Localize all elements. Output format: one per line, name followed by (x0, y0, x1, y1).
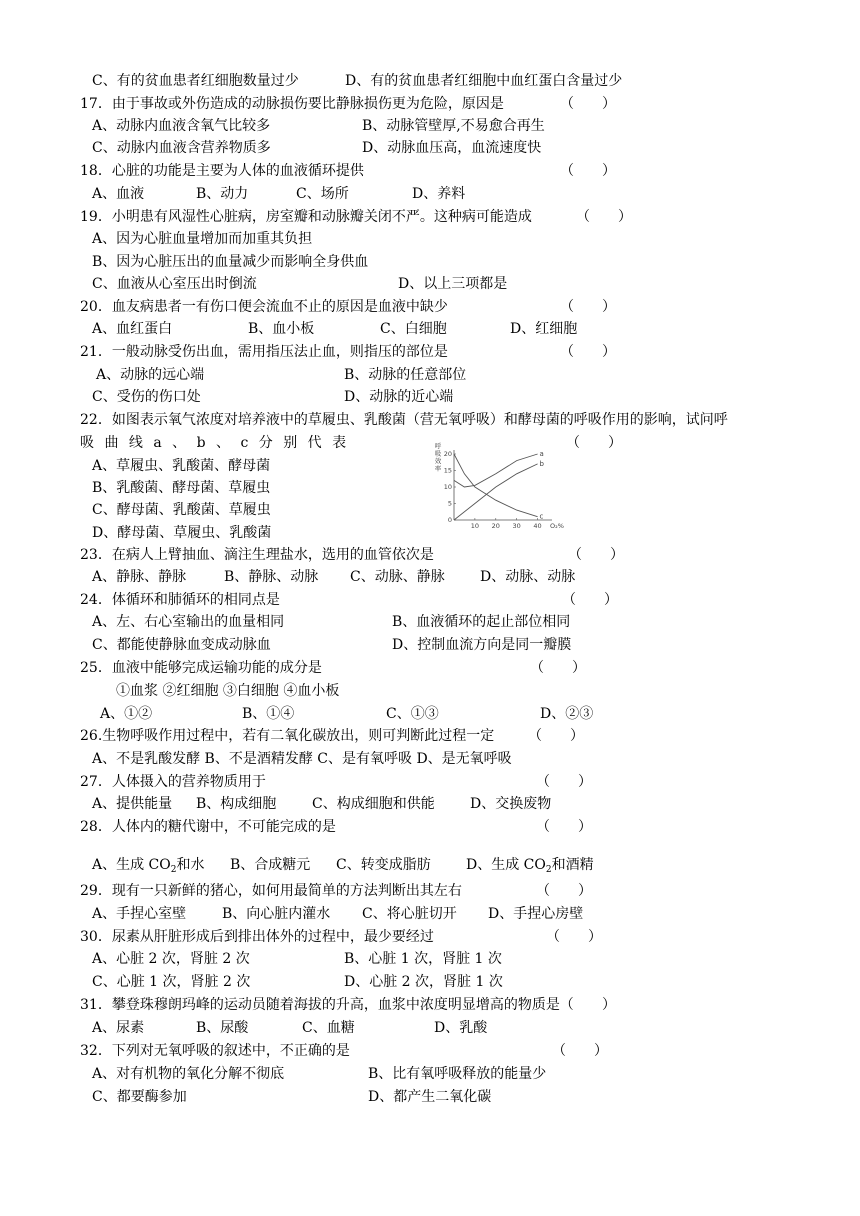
q17-option-d: D、动脉血压高，血流速度快 (362, 140, 542, 156)
q30-option-b: B、心脏 1 次，肾脏 1 次 (344, 951, 502, 967)
q26-options: A、不是乳酸发酵 B、不是酒精发酵 C、是有氧呼吸 D、是无氧呼吸 (92, 751, 512, 767)
q20-option-a: A、血红蛋白 (92, 321, 173, 337)
x-axis-label: O₂% (550, 522, 564, 530)
answer-blank: （ ） (566, 435, 622, 451)
q31-option-a: A、尿素 (92, 1020, 145, 1036)
y-axis-label-char: 吸 (434, 449, 442, 458)
q32-option-a: A、对有机物的氧化分解不彻底 (92, 1066, 285, 1082)
answer-blank: （ ） (560, 163, 616, 179)
q22-option-d: D、酵母菌、草履虫、乳酸菌 (92, 525, 272, 541)
q22-stem: 22．如图表示氧气浓度对培养液中的草履虫、乳酸菌（营无氧呼吸）和酵母菌的呼吸作用的影响，试问呼 (80, 412, 728, 428)
q28-stem: 28．人体内的糖代谢中，不可能完成的是 (80, 819, 336, 835)
q25-option-b: B、①④ (242, 706, 295, 722)
q29-option-c: C、将心脏切开 (362, 906, 457, 922)
y-axis-label-char: 呼 (434, 442, 442, 450)
q22-option-c: C、酵母菌、乳酸菌、草履虫 (92, 502, 271, 518)
q20-stem: 20．血友病患者一有伤口便会流血不止的原因是血液中缺少 (80, 299, 448, 315)
q32-option-c: C、都要酶参加 (92, 1089, 187, 1105)
q20-option-c: C、白细胞 (380, 321, 447, 337)
q17-option-a: A、动脉内血液含氧气比较多 (92, 118, 271, 134)
q18-option-b: B、动力 (196, 186, 249, 202)
q29-option-a: A、手捏心室壁 (92, 906, 187, 922)
q31-option-c: C、血糖 (302, 1020, 355, 1036)
answer-blank: （ ） (560, 299, 616, 315)
q18-option-c: C、场所 (296, 186, 349, 202)
answer-blank: （ ） (536, 774, 592, 790)
q24-option-d: D、控制血流方向是同一瓣膜 (392, 637, 572, 653)
answer-blank: （ ） (546, 929, 602, 945)
q23-option-d: D、动脉、动脉 (480, 569, 576, 585)
q22-stem-continued: 吸 曲 线 a 、 b 、 c 分 别 代 表 (80, 435, 347, 451)
q25-stem: 25．血液中能够完成运输功能的成分是 (80, 660, 322, 676)
q18-option-d: D、养料 (412, 186, 466, 202)
answer-blank: （ ） (560, 96, 616, 112)
q27-option-a: A、提供能量 (92, 796, 173, 812)
answer-blank: （ ） (576, 209, 632, 225)
q30-option-d: D、心脏 2 次，肾脏 1 次 (344, 974, 503, 990)
q25-option-c: C、①③ (386, 706, 439, 722)
q17-option-c: C、动脉内血液含营养物质多 (92, 140, 271, 156)
q17-stem: 17．由于事故或外伤造成的动脉损伤要比静脉损伤更为危险，原因是 (80, 96, 504, 112)
q29-option-b: B、向心脏内灌水 (222, 906, 331, 922)
x-tick-label: 40 (533, 522, 542, 530)
q25-components: ①血浆 ②红细胞 ③白细胞 ④血小板 (116, 683, 340, 699)
y-axis-label-char: 效 (434, 457, 442, 465)
q21-option-a: A、动脉的远心端 (96, 367, 205, 383)
series-line-c (454, 454, 538, 517)
q25-option-a: A、①② (100, 706, 153, 722)
q21-option-d: D、动脉的近心端 (344, 389, 454, 405)
y-tick-label: 20 (443, 450, 452, 458)
series-label-b: b (539, 459, 545, 468)
q22-option-b: B、乳酸菌、酵母菌、草履虫 (92, 480, 271, 496)
q24-option-c: C、都能使静脉血变成动脉血 (92, 637, 271, 653)
q26-stem: 26.生物呼吸作用过程中，若有二氧化碳放出，则可判断此过程一定 (80, 728, 495, 744)
q22-option-a: A、草履虫、乳酸菌、酵母菌 (92, 458, 271, 474)
y-axis-label-char: 率 (434, 464, 442, 473)
x-tick-label: 10 (470, 522, 480, 530)
q27-option-d: D、交换废物 (470, 796, 552, 812)
q29-option-d: D、手捏心房壁 (488, 906, 584, 922)
answer-blank: （ ） (530, 660, 586, 676)
q24-stem: 24．体循环和肺循环的相同点是 (80, 592, 280, 608)
x-tick-label: 30 (512, 522, 521, 530)
q19-option-d: D、以上三项都是 (398, 276, 508, 292)
respiration-efficiency-chart (432, 442, 564, 530)
q25-option-d: D、②③ (540, 706, 594, 722)
q27-option-b: B、构成细胞 (196, 796, 277, 812)
q23-stem: 23．在病人上臂抽血、滴注生理盐水，选用的血管依次是 (80, 547, 434, 563)
q24-option-b: B、血液循环的起止部位相同 (392, 614, 571, 630)
q32-option-d: D、都产生二氧化碳 (368, 1089, 492, 1105)
q28-option-c: C、转变成脂肪 (336, 857, 431, 873)
series-label-c: c (539, 512, 544, 521)
y-tick-label: 15 (443, 466, 452, 475)
q27-option-c: C、构成细胞和供能 (312, 796, 435, 812)
y-tick-label: 5 (447, 499, 452, 508)
answer-blank: （ ） (528, 728, 584, 744)
answer-blank: （ ） (562, 592, 618, 608)
q21-stem: 21．一般动脉受伤出血，需用指压法止血，则指压的部位是 (80, 344, 448, 360)
q23-option-a: A、静脉、静脉 (92, 569, 187, 585)
q32-option-b: B、比有氧呼吸释放的能量少 (368, 1066, 547, 1082)
q19-stem: 19．小明患有风湿性心脏病，房室瓣和动脉瓣关闭不严。这种病可能造成 (80, 209, 532, 225)
q30-stem: 30．尿素从肝脏形成后到排出体外的过程中，最少要经过 (80, 929, 434, 945)
q31-option-b: B、尿酸 (196, 1020, 249, 1036)
q20-option-d: D、红细胞 (510, 321, 578, 337)
q28-option-d: D、生成 $CO_2$和酒精 (466, 857, 594, 875)
q16-option-c: C、有的贫血患者红细胞数量过少 (92, 73, 299, 89)
q30-option-c: C、心脏 1 次，肾脏 2 次 (92, 974, 251, 990)
q23-option-c: C、动脉、静脉 (350, 569, 445, 585)
answer-blank: （ ） (568, 547, 624, 563)
series-label-a: a (539, 450, 544, 458)
q24-option-a: A、左、右心室输出的血量相同 (92, 614, 285, 630)
series-line-a (454, 454, 538, 487)
y-tick-label: 10 (443, 483, 452, 491)
q21-option-c: C、受伤的伤口处 (92, 389, 201, 405)
q19-option-a: A、因为心脏血量增加而加重其负担 (92, 231, 313, 247)
q16-option-d: D、有的贫血患者红细胞中血红蛋白含量过少 (345, 73, 623, 89)
q31-answer-close: ） (602, 997, 616, 1013)
chart-axes (454, 450, 552, 520)
y-tick-label: 0 (447, 516, 452, 524)
q31-stem: 31．攀登珠穆朗玛峰的运动员随着海拔的升高，血浆中浓度明显增高的物质是（ (80, 997, 574, 1013)
answer-blank: （ ） (536, 883, 592, 899)
q29-stem: 29．现有一只新鲜的猪心，如何用最简单的方法判断出其左右 (80, 883, 462, 899)
q21-option-b: B、动脉的任意部位 (344, 367, 467, 383)
q28-option-b: B、合成糖元 (230, 857, 311, 873)
q18-option-a: A、血液 (92, 186, 145, 202)
q31-option-d: D、乳酸 (434, 1020, 488, 1036)
chart-series (454, 454, 538, 520)
q17-option-b: B、动脉管壁厚,不易愈合再生 (362, 118, 545, 134)
answer-blank: （ ） (536, 819, 592, 835)
q32-stem: 32．下列对无氧呼吸的叙述中，不正确的是 (80, 1043, 350, 1059)
series-line-b (454, 464, 538, 520)
q20-option-b: B、血小板 (248, 321, 315, 337)
q23-option-b: B、静脉、动脉 (224, 569, 319, 585)
q27-stem: 27．人体摄入的营养物质用于 (80, 774, 266, 790)
q19-option-b: B、因为心脏压出的血量减少而影响全身供血 (92, 254, 369, 270)
answer-blank: （ ） (552, 1043, 608, 1059)
q28-option-a: A、生成 $CO_2$和水 (92, 857, 205, 875)
answer-blank: （ ） (560, 344, 616, 360)
q30-option-a: A、心脏 2 次，肾脏 2 次 (92, 951, 250, 967)
x-tick-label: 20 (491, 522, 500, 530)
q18-stem: 18．心脏的功能是主要为人体的血液循环提供 (80, 163, 364, 179)
q19-option-c: C、血液从心室压出时倒流 (92, 276, 257, 292)
